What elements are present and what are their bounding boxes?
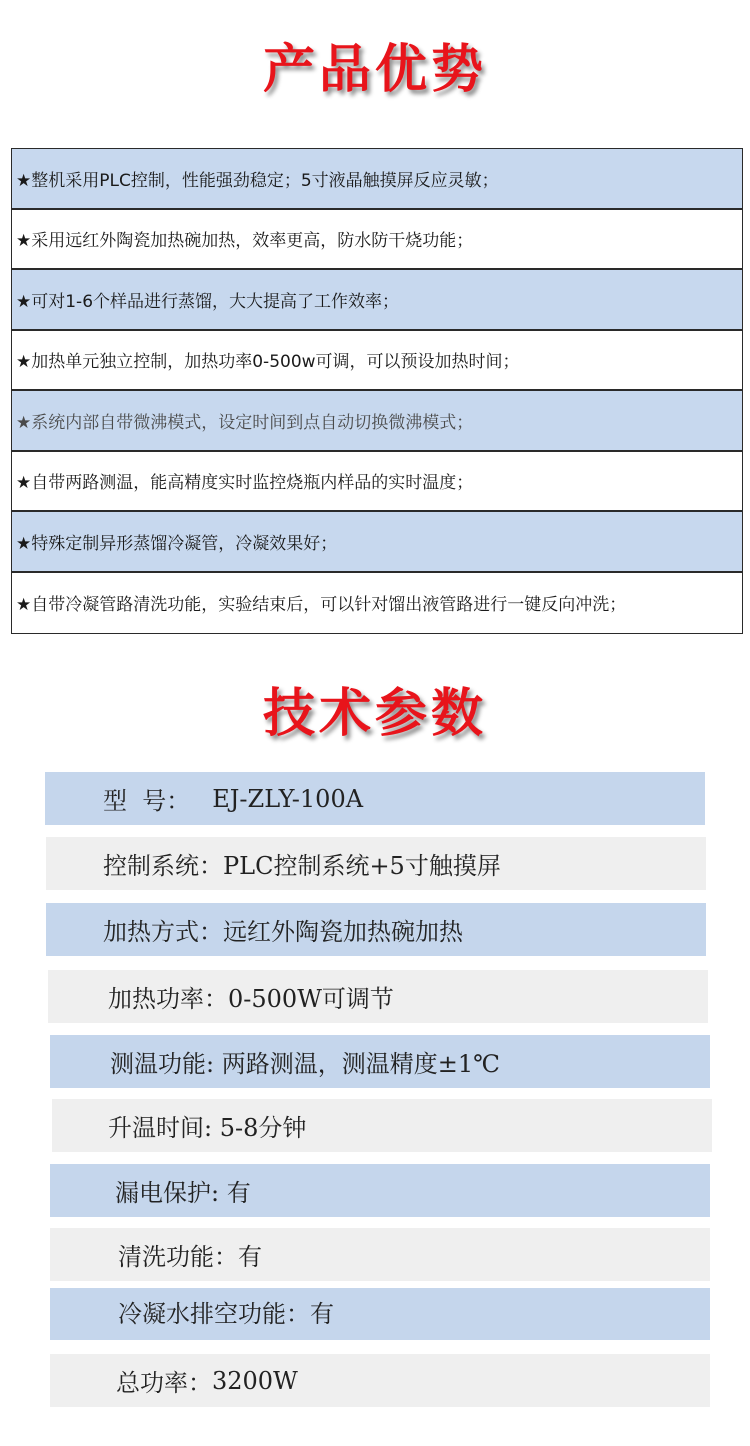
advantage-item: ★加热单元独立控制，加热功率0-500w可调，可以预设加热时间； bbox=[12, 331, 742, 392]
advantage-item: ★可对1-6个样品进行蒸馏，大大提高了工作效率； bbox=[12, 270, 742, 331]
advantage-item: ★自带冷凝管路清洗功能，实验结束后，可以针对馏出液管路进行一键反向冲洗； bbox=[12, 573, 742, 634]
spec-label: 加热功率： bbox=[108, 985, 228, 1013]
spec-row-cleaning bbox=[50, 1228, 710, 1281]
spec-row-leakage-protection bbox=[50, 1164, 710, 1217]
spec-row-temperature bbox=[50, 1035, 710, 1088]
specs-title: 技术参数 bbox=[262, 684, 487, 744]
spec-row-heating-power bbox=[48, 970, 708, 1023]
spec-value: PLC控制系统+5寸触摸屏 bbox=[223, 852, 501, 880]
spec-row-heat-up-time bbox=[52, 1099, 712, 1152]
spec-row-heating-method bbox=[46, 903, 706, 956]
advantage-item: ★系统内部自带微沸模式，设定时间到点自动切换微沸模式； bbox=[12, 391, 742, 452]
advantage-item: ★自带两路测温，能高精度实时监控烧瓶内样品的实时温度； bbox=[12, 452, 742, 513]
spec-value: 0-500W可调节 bbox=[228, 985, 394, 1013]
advantage-item: ★特殊定制异形蒸馏冷凝管，冷凝效果好； bbox=[12, 512, 742, 573]
spec-value: 5-8分钟 bbox=[219, 1114, 307, 1142]
advantage-item: ★采用远红外陶瓷加热碗加热，效率更高，防水防干烧功能； bbox=[12, 210, 742, 271]
spec-label: 漏电保护: bbox=[115, 1179, 227, 1207]
advantages-table bbox=[11, 148, 743, 634]
advantage-item: ★整机采用PLC控制，性能强劲稳定；5寸液晶触摸屏反应灵敏； bbox=[12, 149, 742, 210]
spec-value: EJ-ZLY-100A bbox=[212, 784, 364, 813]
spec-label: 清洗功能： bbox=[118, 1243, 238, 1271]
spec-label: 总功率： bbox=[116, 1369, 212, 1397]
spec-value: 3200W bbox=[212, 1366, 298, 1395]
spec-label: 测温功能: bbox=[110, 1050, 222, 1078]
spec-value: 两路测温，测温精度±1℃ bbox=[221, 1050, 500, 1078]
spec-row-control-system bbox=[46, 837, 706, 890]
advantages-title: 产品优势 bbox=[262, 40, 487, 100]
spec-label: 冷凝水排空功能： bbox=[118, 1300, 310, 1328]
spec-label: 加热方式： bbox=[103, 918, 223, 946]
spec-value: 有 bbox=[310, 1300, 334, 1328]
spec-label: 控制系统： bbox=[103, 852, 223, 880]
spec-row-total-power bbox=[50, 1354, 710, 1407]
spec-label: 型 号： bbox=[103, 787, 191, 815]
spec-value: 有 bbox=[238, 1243, 262, 1271]
spec-row-model bbox=[45, 772, 705, 825]
spec-value: 有 bbox=[226, 1179, 251, 1207]
spec-value: 远红外陶瓷加热碗加热 bbox=[223, 918, 463, 946]
spec-row-condenser-drain bbox=[50, 1288, 710, 1340]
spec-label: 升温时间: bbox=[108, 1114, 220, 1142]
